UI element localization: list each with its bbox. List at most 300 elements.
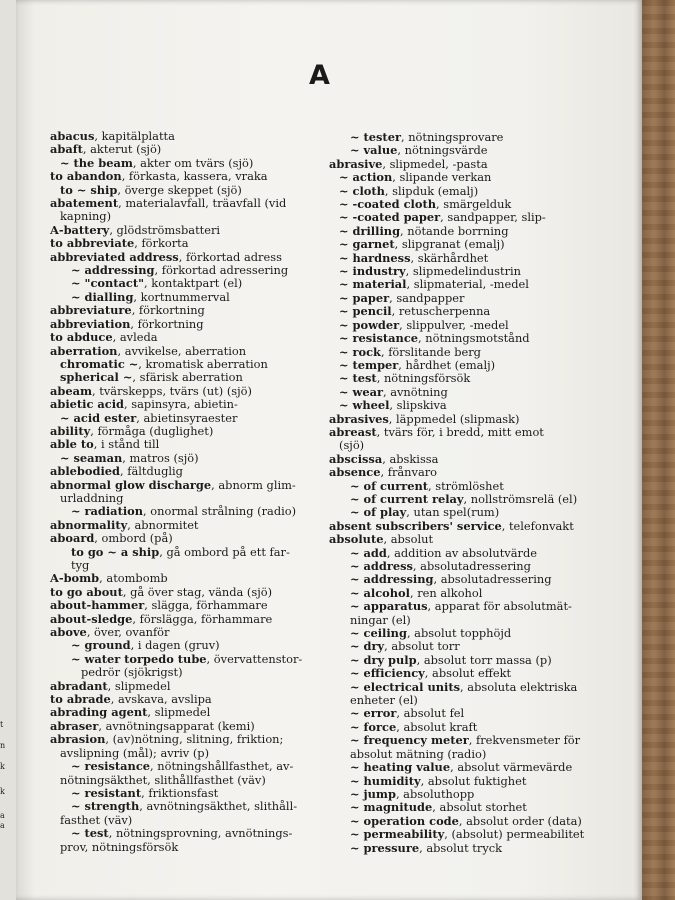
headword: ceiling bbox=[359, 626, 407, 641]
headword: jump bbox=[359, 786, 396, 801]
headword: abeam bbox=[50, 383, 93, 398]
headword: to bbox=[60, 182, 77, 197]
headword: frequency meter bbox=[359, 733, 469, 748]
swung-dash: ~ bbox=[339, 384, 349, 399]
headword: of play bbox=[359, 505, 407, 520]
swung-dash: ~ bbox=[339, 210, 349, 225]
swung-dash: ~ bbox=[350, 545, 360, 560]
headword: magnitude bbox=[359, 800, 433, 815]
translation: , gå ombord på ett far- bbox=[159, 544, 290, 559]
dictionary-entry-line bbox=[329, 198, 604, 211]
dictionary-entry-line bbox=[329, 265, 604, 278]
translation: , sandpapper, slip- bbox=[440, 210, 546, 225]
swung-dash: ~ bbox=[60, 155, 70, 170]
translation: , fältduglig bbox=[120, 464, 183, 479]
dictionary-entry-line bbox=[50, 532, 328, 545]
dictionary-entry-line bbox=[50, 438, 328, 451]
swung-dash: ~ bbox=[350, 800, 360, 815]
dictionary-entry-line bbox=[50, 358, 328, 371]
swung-dash: ~ bbox=[339, 250, 349, 265]
dictionary-entry-line bbox=[50, 586, 328, 599]
dictionary-entry-line bbox=[329, 614, 604, 627]
dictionary-entry-line bbox=[50, 639, 328, 652]
swung-dash: ~ bbox=[339, 331, 349, 346]
headword: cloth bbox=[348, 183, 385, 198]
translation: , onormal strålning (radio) bbox=[143, 504, 297, 519]
dictionary-entry-line bbox=[50, 706, 328, 719]
dictionary-entry-line bbox=[329, 775, 604, 788]
translation: , nötningsförsök bbox=[376, 371, 471, 386]
swung-dash: ~ bbox=[350, 666, 360, 681]
swung-dash: ~ bbox=[350, 706, 360, 721]
headword: resistance bbox=[348, 331, 419, 346]
headword: action bbox=[348, 170, 393, 185]
swung-dash: ~ bbox=[71, 263, 81, 278]
headword: error bbox=[359, 706, 397, 721]
translation: pedrör (sjökrigst) bbox=[81, 665, 183, 680]
dictionary-entry-line bbox=[329, 788, 604, 801]
headword: addressing bbox=[80, 263, 155, 278]
headword: abacus bbox=[50, 129, 95, 143]
translation: , utan spel(rum) bbox=[406, 505, 500, 520]
dictionary-entry-line bbox=[329, 278, 604, 291]
headword: dry pulp bbox=[359, 652, 417, 667]
translation: , absolut fel bbox=[396, 706, 465, 721]
dictionary-entry-line bbox=[50, 465, 328, 478]
dictionary-entry-line bbox=[329, 547, 604, 560]
translation: , strömlöshet bbox=[428, 478, 504, 493]
headword: wheel bbox=[348, 398, 390, 413]
swung-dash: ~ bbox=[71, 826, 81, 841]
dictionary-entry-line bbox=[50, 693, 328, 706]
headword: add bbox=[359, 545, 387, 560]
headword: of current bbox=[359, 478, 428, 493]
translation: , gå över stag, vända (sjö) bbox=[122, 584, 273, 599]
headword: drilling bbox=[348, 223, 401, 238]
translation: , absolut fuktighet bbox=[420, 773, 527, 788]
swung-dash: ~ bbox=[350, 786, 360, 801]
dictionary-entry-line bbox=[50, 291, 328, 304]
headword: pressure bbox=[359, 840, 420, 855]
translation: , absolut bbox=[383, 532, 434, 547]
dictionary-entry-line bbox=[50, 398, 328, 411]
translation: , ombord (på) bbox=[94, 531, 173, 546]
translation: , absolut torr massa (p) bbox=[416, 652, 552, 667]
translation: , nötningsmotstånd bbox=[418, 331, 530, 346]
headword: tester bbox=[359, 130, 401, 144]
translation: , kontaktpart (el) bbox=[144, 276, 243, 291]
headword: dry bbox=[359, 639, 385, 654]
swung-dash: ~ bbox=[339, 304, 349, 319]
dictionary-entry-line bbox=[50, 425, 328, 438]
dictionary-entry-line bbox=[329, 654, 604, 667]
headword: to abbreviate bbox=[50, 236, 135, 251]
dictionary-entry-line bbox=[329, 211, 604, 224]
translation: , sandpapper bbox=[389, 290, 465, 305]
swung-dash: ~ bbox=[350, 840, 360, 855]
headword: abbreviated address bbox=[50, 249, 179, 264]
dictionary-entry-line bbox=[329, 480, 604, 493]
translation: , absolut effekt bbox=[424, 666, 512, 681]
headword: resistant bbox=[80, 785, 142, 800]
headword: ground bbox=[80, 638, 131, 653]
margin-mark: a bbox=[0, 821, 5, 830]
headword: ability bbox=[50, 423, 91, 438]
translation: , slägga, förhammare bbox=[144, 598, 268, 613]
dictionary-entry-line bbox=[329, 707, 604, 720]
dictionary-entry-line bbox=[50, 505, 328, 518]
translation: , absolutadressering bbox=[433, 572, 552, 587]
dictionary-entry-line bbox=[329, 681, 604, 694]
headword: test bbox=[348, 371, 377, 386]
translation: , akter om tvärs (sjö) bbox=[132, 155, 254, 170]
translation: , slipmaterial, -medel bbox=[406, 277, 529, 292]
right-column bbox=[329, 131, 604, 855]
swung-dash: ~ bbox=[350, 733, 360, 748]
headword: rock bbox=[348, 344, 381, 359]
left-column bbox=[50, 130, 328, 854]
swung-dash: ~ bbox=[60, 410, 70, 425]
dictionary-page bbox=[16, 0, 642, 900]
headword: paper bbox=[348, 290, 390, 305]
translation: , nötningshållfasthet, av- bbox=[150, 759, 294, 774]
swung-dash: ~ bbox=[339, 223, 349, 238]
headword: A-battery bbox=[50, 222, 110, 237]
swung-dash: ~ bbox=[71, 289, 81, 304]
headword: industry bbox=[348, 264, 406, 279]
swung-dash: ~ bbox=[71, 799, 81, 814]
wood-surface bbox=[640, 0, 675, 900]
translation: tyg bbox=[71, 558, 90, 572]
dictionary-entry-line bbox=[50, 841, 328, 854]
translation: , sapinsyra, abietin- bbox=[124, 397, 238, 412]
headword: abaft bbox=[50, 142, 83, 157]
translation: , absolut order (data) bbox=[458, 813, 582, 828]
translation: , abskissa bbox=[382, 451, 439, 466]
translation: , förkasta, kassera, vraka bbox=[121, 169, 268, 184]
swung-dash: ~ bbox=[350, 679, 360, 694]
translation: , avvikelse, aberration bbox=[117, 343, 247, 358]
headword: a ship bbox=[116, 544, 160, 559]
dictionary-entry-line bbox=[50, 184, 328, 197]
dictionary-entry-line bbox=[329, 225, 604, 238]
dictionary-entry-line bbox=[50, 224, 328, 237]
translation: , slipduk (emalj) bbox=[384, 183, 479, 198]
headword: -coated paper bbox=[348, 210, 441, 225]
translation: , förkortad adressering bbox=[154, 263, 289, 278]
dictionary-entry-line bbox=[329, 332, 604, 345]
dictionary-entry-line bbox=[50, 157, 328, 170]
translation: fasthet (väv) bbox=[60, 812, 133, 827]
translation: , retuscherpenna bbox=[391, 304, 491, 319]
headword: abreast bbox=[329, 424, 377, 439]
headword: able to bbox=[50, 437, 94, 452]
headword: absolute bbox=[329, 532, 384, 547]
translation: , över, ovanför bbox=[86, 625, 170, 640]
dictionary-entry-line bbox=[329, 386, 604, 399]
translation: , avleda bbox=[112, 330, 158, 345]
swung-dash: ~ bbox=[350, 599, 360, 614]
headword: -coated cloth bbox=[348, 197, 436, 212]
dictionary-entry-line bbox=[329, 600, 604, 613]
headword: chromatic bbox=[60, 356, 129, 371]
margin-mark: n bbox=[0, 741, 6, 750]
translation: , slipmedel, -pasta bbox=[382, 156, 488, 171]
dictionary-entry-line bbox=[329, 694, 604, 707]
dictionary-entry-line bbox=[329, 185, 604, 198]
translation: , akterut (sjö) bbox=[82, 142, 162, 157]
translation: , övervattenstor- bbox=[206, 651, 303, 666]
headword: test bbox=[80, 826, 109, 841]
dictionary-entry-line bbox=[329, 828, 604, 841]
translation: , absolut torr bbox=[384, 639, 460, 654]
swung-dash: ~ bbox=[339, 170, 349, 185]
translation: , tvärs för, i bredd, mitt emot bbox=[376, 424, 544, 439]
translation: , förslitande berg bbox=[380, 344, 481, 359]
headword: spherical bbox=[60, 370, 123, 385]
headword: value bbox=[359, 143, 398, 158]
translation: urladdning bbox=[60, 490, 124, 505]
headword: absent subscribers' service bbox=[329, 518, 502, 533]
translation: , slippulver, -medel bbox=[399, 317, 509, 332]
translation: , nötningsvärde bbox=[397, 143, 488, 158]
headword: of current relay bbox=[359, 491, 464, 506]
headword: force bbox=[359, 719, 397, 734]
headword: about-sledge bbox=[50, 611, 133, 626]
headword: aboard bbox=[50, 531, 95, 546]
dictionary-entry-line bbox=[329, 842, 604, 855]
dictionary-entry-line bbox=[50, 251, 328, 264]
swung-dash: ~ bbox=[339, 290, 349, 305]
swung-dash: ~ bbox=[339, 183, 349, 198]
dictionary-entry-line bbox=[50, 412, 328, 425]
headword: above bbox=[50, 625, 87, 640]
margin-mark: k bbox=[0, 762, 5, 771]
headword: abietic acid bbox=[50, 397, 125, 412]
headword: absence bbox=[329, 465, 381, 480]
headword: address bbox=[359, 559, 413, 573]
dictionary-entry-line bbox=[329, 533, 604, 546]
dictionary-entry-line bbox=[50, 197, 328, 210]
headword: to go about bbox=[50, 584, 123, 599]
dictionary-entry-line bbox=[50, 304, 328, 317]
translation: , avnötningsäkthet, slithåll- bbox=[139, 799, 298, 814]
translation: , abnormitet bbox=[127, 517, 199, 532]
translation: kapning) bbox=[60, 209, 112, 224]
translation: , frånvaro bbox=[380, 465, 438, 480]
swung-dash: ~ bbox=[350, 773, 360, 788]
dictionary-entry-line bbox=[329, 252, 604, 265]
translation: , materialavfall, träavfall (vid bbox=[118, 196, 287, 211]
translation: , i dagen (gruv) bbox=[130, 638, 220, 653]
headword: dialling bbox=[80, 289, 134, 304]
translation: , absolut storhet bbox=[432, 800, 527, 815]
dictionary-entry-line bbox=[329, 171, 604, 184]
translation: , förkortad adress bbox=[178, 249, 282, 264]
headword: alcohol bbox=[359, 585, 410, 600]
headword: temper bbox=[348, 357, 399, 372]
dictionary-entry-line bbox=[329, 453, 604, 466]
dictionary-entry-line bbox=[50, 385, 328, 398]
translation: (sjö) bbox=[339, 438, 365, 453]
dictionary-entry-line bbox=[329, 721, 604, 734]
dictionary-entry-line bbox=[50, 264, 328, 277]
headword: garnet bbox=[348, 237, 395, 252]
translation: , hårdhet (emalj) bbox=[398, 357, 496, 372]
headword: to abduce bbox=[50, 330, 113, 345]
translation: , absolutadressering bbox=[412, 559, 531, 573]
dictionary-entry-line bbox=[50, 546, 328, 559]
translation: , avskava, avslipa bbox=[110, 692, 212, 707]
dictionary-entry-line bbox=[50, 130, 328, 143]
headword: abnormality bbox=[50, 517, 128, 532]
headword: strength bbox=[80, 799, 140, 814]
translation: , sfärisk aberration bbox=[132, 370, 243, 385]
margin-mark: t bbox=[0, 720, 4, 729]
dictionary-entry-line bbox=[329, 560, 604, 573]
dictionary-entry-line bbox=[329, 131, 604, 144]
headword: water torpedo tube bbox=[80, 651, 207, 666]
dictionary-entry-line bbox=[50, 787, 328, 800]
swung-dash: ~ bbox=[71, 651, 81, 666]
dictionary-entry-line bbox=[329, 305, 604, 318]
translation: enheter (el) bbox=[350, 693, 418, 708]
swung-dash: ~ bbox=[339, 357, 349, 372]
dictionary-entry-line bbox=[329, 520, 604, 533]
translation: , förmåga (duglighet) bbox=[90, 423, 214, 438]
translation: , slipgranat (emalj) bbox=[394, 237, 505, 252]
swung-dash: ~ bbox=[350, 585, 360, 600]
translation: , absolut topphöjd bbox=[406, 626, 512, 641]
headword: to go bbox=[71, 544, 108, 559]
swung-dash: ~ bbox=[71, 504, 81, 519]
headword: efficiency bbox=[359, 666, 425, 681]
headword: abnormal glow discharge bbox=[50, 477, 212, 492]
headword: ablebodied bbox=[50, 464, 120, 479]
translation: , abietinsyraester bbox=[136, 410, 238, 425]
dictionary-entry-line bbox=[329, 734, 604, 747]
dictionary-entry-line bbox=[50, 492, 328, 505]
translation: , slipmedel bbox=[147, 705, 211, 720]
margin-mark: k bbox=[0, 787, 5, 796]
headword: "contact" bbox=[80, 276, 145, 291]
swung-dash: ~ bbox=[350, 559, 360, 573]
headword: powder bbox=[348, 317, 400, 332]
translation: , förkorta bbox=[134, 236, 189, 251]
translation: , (absolut) permeabilitet bbox=[444, 827, 585, 842]
dictionary-entry-line bbox=[50, 814, 328, 827]
headword: pencil bbox=[348, 304, 392, 319]
swung-dash: ~ bbox=[71, 759, 81, 774]
dictionary-entry-line bbox=[50, 371, 328, 384]
translation: , atombomb bbox=[99, 571, 168, 586]
dictionary-entry-line bbox=[50, 760, 328, 773]
headword: permeability bbox=[359, 827, 445, 842]
translation: , förkortning bbox=[130, 316, 204, 331]
headword: abraser bbox=[50, 718, 99, 733]
dictionary-entry-line bbox=[329, 506, 604, 519]
swung-dash: ~ bbox=[350, 827, 360, 842]
dictionary-entry-line bbox=[50, 827, 328, 840]
translation: , kromatisk aberration bbox=[138, 356, 268, 371]
dictionary-entry-line bbox=[329, 238, 604, 251]
translation: , läppmedel (slipmask) bbox=[388, 411, 520, 426]
dictionary-entry-line bbox=[50, 653, 328, 666]
translation: , ren alkohol bbox=[409, 585, 483, 600]
headword: abatement bbox=[50, 196, 119, 211]
swung-dash: ~ bbox=[76, 182, 87, 197]
dictionary-entry-line bbox=[329, 761, 604, 774]
swung-dash: ~ bbox=[350, 813, 360, 828]
headword: electrical units bbox=[359, 679, 461, 694]
dictionary-entry-line bbox=[50, 143, 328, 156]
dictionary-entry-line bbox=[50, 237, 328, 250]
translation: , överge skeppet (sjö) bbox=[117, 182, 242, 197]
swung-dash: ~ bbox=[350, 719, 360, 734]
dictionary-entry-line bbox=[329, 413, 604, 426]
swung-dash: ~ bbox=[122, 370, 133, 385]
dictionary-entry-line bbox=[50, 277, 328, 290]
translation: , frekvensmeter för bbox=[468, 733, 581, 748]
headword: humidity bbox=[359, 773, 421, 788]
swung-dash: ~ bbox=[350, 626, 360, 641]
translation: , nötande borrning bbox=[400, 223, 509, 238]
translation: prov, nötningsförsök bbox=[60, 839, 179, 854]
dictionary-entry-line bbox=[329, 292, 604, 305]
headword: wear bbox=[348, 384, 383, 399]
swung-dash: ~ bbox=[350, 478, 360, 493]
dictionary-entry-line bbox=[50, 210, 328, 223]
dictionary-entry-line bbox=[329, 144, 604, 157]
translation: , absolut kraft bbox=[396, 719, 478, 734]
headword: the beam bbox=[69, 155, 133, 170]
swung-dash: ~ bbox=[107, 544, 117, 559]
translation: , glödströmsbatteri bbox=[109, 222, 221, 237]
dictionary-entry-line bbox=[50, 479, 328, 492]
headword: material bbox=[348, 277, 407, 292]
headword: seaman bbox=[69, 450, 123, 465]
swung-dash: ~ bbox=[339, 344, 349, 359]
dictionary-entry-line bbox=[50, 331, 328, 344]
headword: apparatus bbox=[359, 599, 428, 614]
translation: , addition av absolutvärde bbox=[386, 545, 538, 560]
dictionary-entry-line bbox=[329, 587, 604, 600]
swung-dash: ~ bbox=[350, 652, 360, 667]
headword: operation code bbox=[359, 813, 459, 828]
dictionary-entry-line bbox=[329, 466, 604, 479]
translation: , absoluthopp bbox=[395, 786, 475, 801]
swung-dash: ~ bbox=[71, 638, 81, 653]
dictionary-entry-line bbox=[329, 627, 604, 640]
swung-dash: ~ bbox=[350, 505, 360, 520]
headword: abrasive bbox=[329, 156, 383, 171]
translation: , absolut värmevärde bbox=[450, 760, 573, 775]
swung-dash: ~ bbox=[350, 572, 360, 587]
translation: , abnorm glim- bbox=[211, 477, 296, 492]
swung-dash: ~ bbox=[339, 398, 349, 413]
dictionary-entry-line bbox=[329, 801, 604, 814]
translation: ningar (el) bbox=[350, 612, 411, 627]
headword: heating value bbox=[359, 760, 451, 775]
dictionary-entry-line bbox=[50, 747, 328, 760]
translation: , kapitälplatta bbox=[94, 129, 175, 143]
headword: ship bbox=[86, 182, 118, 197]
headword: to abandon bbox=[50, 169, 122, 184]
translation: , apparat för absolutmät- bbox=[427, 599, 572, 614]
headword: aberration bbox=[50, 343, 118, 358]
headword: to abrade bbox=[50, 692, 111, 707]
dictionary-entry-line bbox=[329, 573, 604, 586]
